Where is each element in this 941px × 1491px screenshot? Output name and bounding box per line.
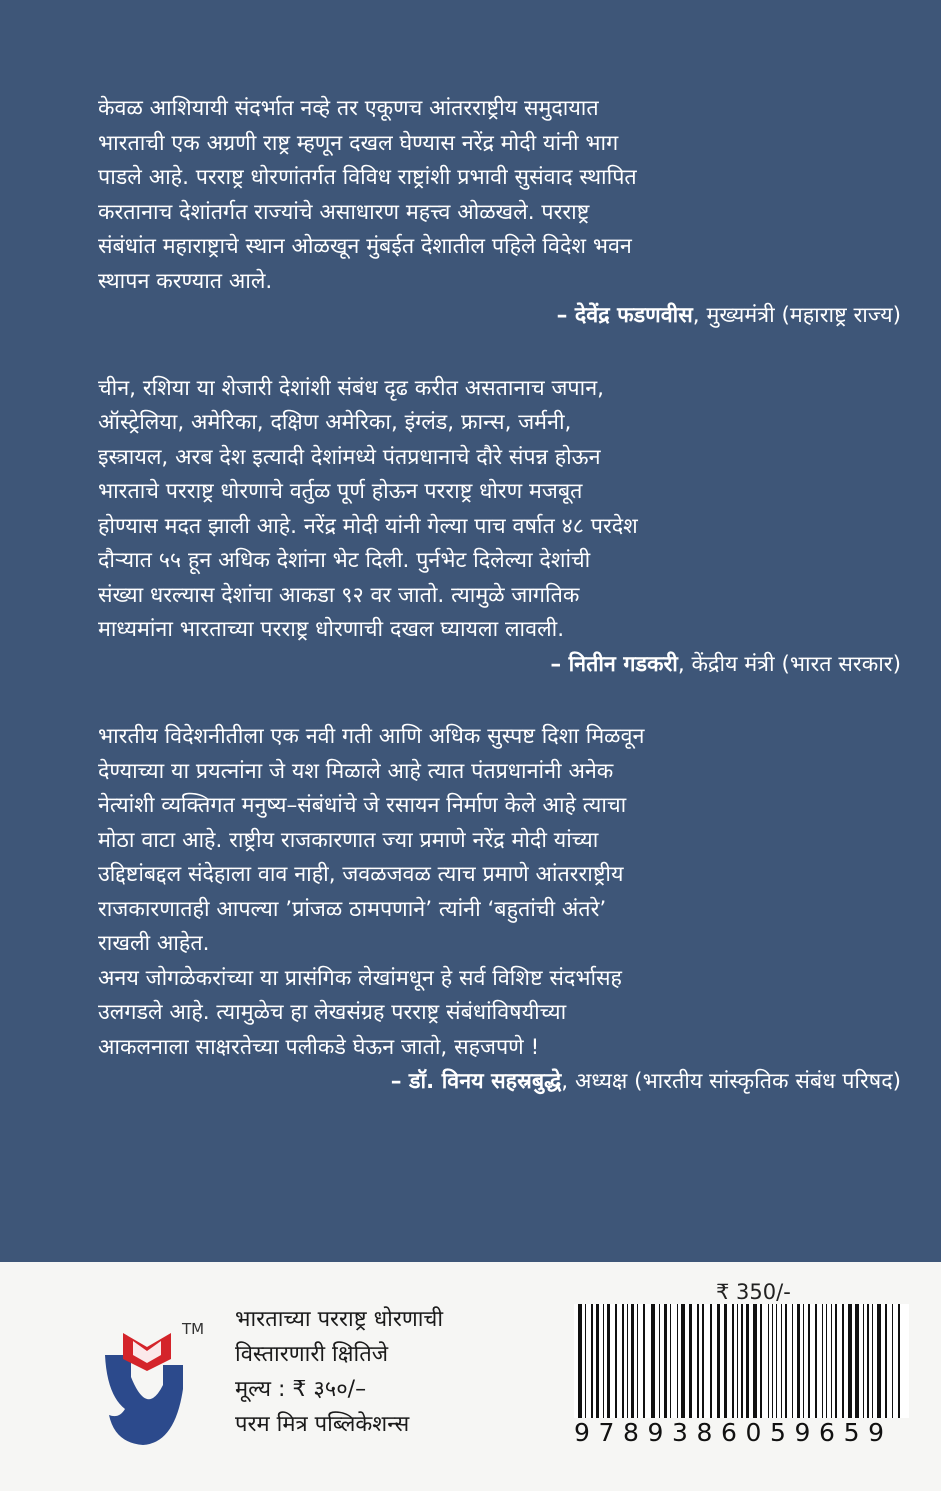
- attribution-name: – देवेंद्र फडणवीस: [556, 303, 693, 328]
- quote-text: चीन, रशिया या शेजारी देशांशी संबंध दृढ करीत असतानाच जपान, ऑस्ट्रेलिया, अमेरिका, दक्षिण अमेरिका, इंग्लंड, फ्रान्स, जर्मनी, इस्त्रायल, अरब देश इत्यादी देशांमध्ये पंतप्रधानाचे दौरे संपन्न होऊन भारताचे परराष्ट्र धोरणाचे वर्तुळ पूर्ण होऊन परराष्ट्र धोरण मजबूत होण्यास मदत झाली आहे. नरेंद्र मोदी यांनी गेल्या पाच वर्षात ४८ परदेश दौऱ्यात ५५ हून अधिक देशांना भेट दिली. पुर्नभेट दिलेल्या देशांची संख्या धरल्यास देशांचा आकडा ९२ वर जातो. त्यामुळे जागतिक माध्यमांना भारताच्या परराष्ट्र धोरणाची दखल घ्यायला लावली.: [98, 375, 638, 642]
- isbn-number: 9789386059659: [574, 1418, 914, 1447]
- publisher-name: परम मित्र पब्लिकेशन्स: [235, 1412, 410, 1437]
- quote-block-3: [98, 720, 901, 1100]
- book-title-line-1: भारताच्या परराष्ट्र धोरणाची: [235, 1307, 444, 1332]
- quote-text: केवळ आशियायी संदर्भात नव्हे तर एकूणच आंतरराष्ट्रीय समुदायात भारताची एक अग्रणी राष्ट्र म्हणून दखल घेण्यास नरेंद्र मोदी यांनी भाग पाडले आहे. परराष्ट्र धोरणांतर्गत विविध राष्ट्रांशी प्रभावी सुसंवाद स्थापित करतानाच देशांतर्गत राज्यांचे असाधारण महत्त्व ओळखले. परराष्ट्र संबंधांत महाराष्ट्राचे स्थान ओळखून मुंबईत देशातील पहिले विदेश भवन स्थापन करण्यात आले.: [98, 96, 637, 294]
- quote-block-1: [98, 92, 901, 334]
- book-price: मूल्य : ₹ ३५०/–: [235, 1377, 367, 1402]
- quote-attribution: [98, 1065, 901, 1100]
- book-title-line-2: विस्तारणारी क्षितिजे: [235, 1342, 389, 1367]
- quote-text: भारतीय विदेशनीतीला एक नवी गती आणि अधिक सुस्पष्ट दिशा मिळवून देण्याच्या या प्रयत्नांना जे यश मिळाले आहे त्यात पंतप्रधानांनी अनेक नेत्यांशी व्यक्तिगत मनुष्य–संबंधांचे जे रसायन निर्माण केले आहे त्याचा मोठा वाटा आहे. राष्ट्रीय राजकारणात ज्या प्रमाणे नरेंद्र मोदी यांच्या उद्दिष्टांबद्दल संदेहाला वाव नाही, जवळजवळ त्याच प्रमाणे आंतरराष्ट्रीय राजकारणातही आपल्या ’प्रांजळ ठामपणाने’ त्यांनी ‘बहुतांची अंतरे’ राखली आहेत. अनय जोगळेकरांच्या या प्रासंगिक लेखांमधून हे सर्व विशिष्ट संदर्भासह उलगडले आहे. त्यामुळेच हा लेखसंग्रह परराष्ट्र संबंधांविषयीच्या आकलनाला साक्षरतेच्या पलीकडे घेऊन जातो, सहजपणे !: [98, 724, 645, 1060]
- quote-attribution: [98, 648, 901, 683]
- attribution-role: , केंद्रीय मंत्री (भारत सरकार): [677, 651, 901, 677]
- attribution-role: , अध्यक्ष (भारतीय सांस्कृतिक संबंध परिषद): [561, 1069, 901, 1094]
- publisher-logo-icon: [95, 1325, 205, 1465]
- price-tag: ₹ 350/-: [716, 1280, 791, 1304]
- book-info: [235, 1302, 443, 1442]
- attribution-role: , मुख्यमंत्री (महाराष्ट्र राज्य): [692, 303, 901, 328]
- attribution-name: – डॉ. विनय सहस्रबुद्धे: [390, 1069, 562, 1094]
- quote-block-2: [98, 372, 901, 683]
- quote-attribution: [98, 299, 901, 334]
- attribution-name: – नितीन गडकरी: [550, 651, 678, 677]
- trademark-label: TM: [182, 1320, 205, 1338]
